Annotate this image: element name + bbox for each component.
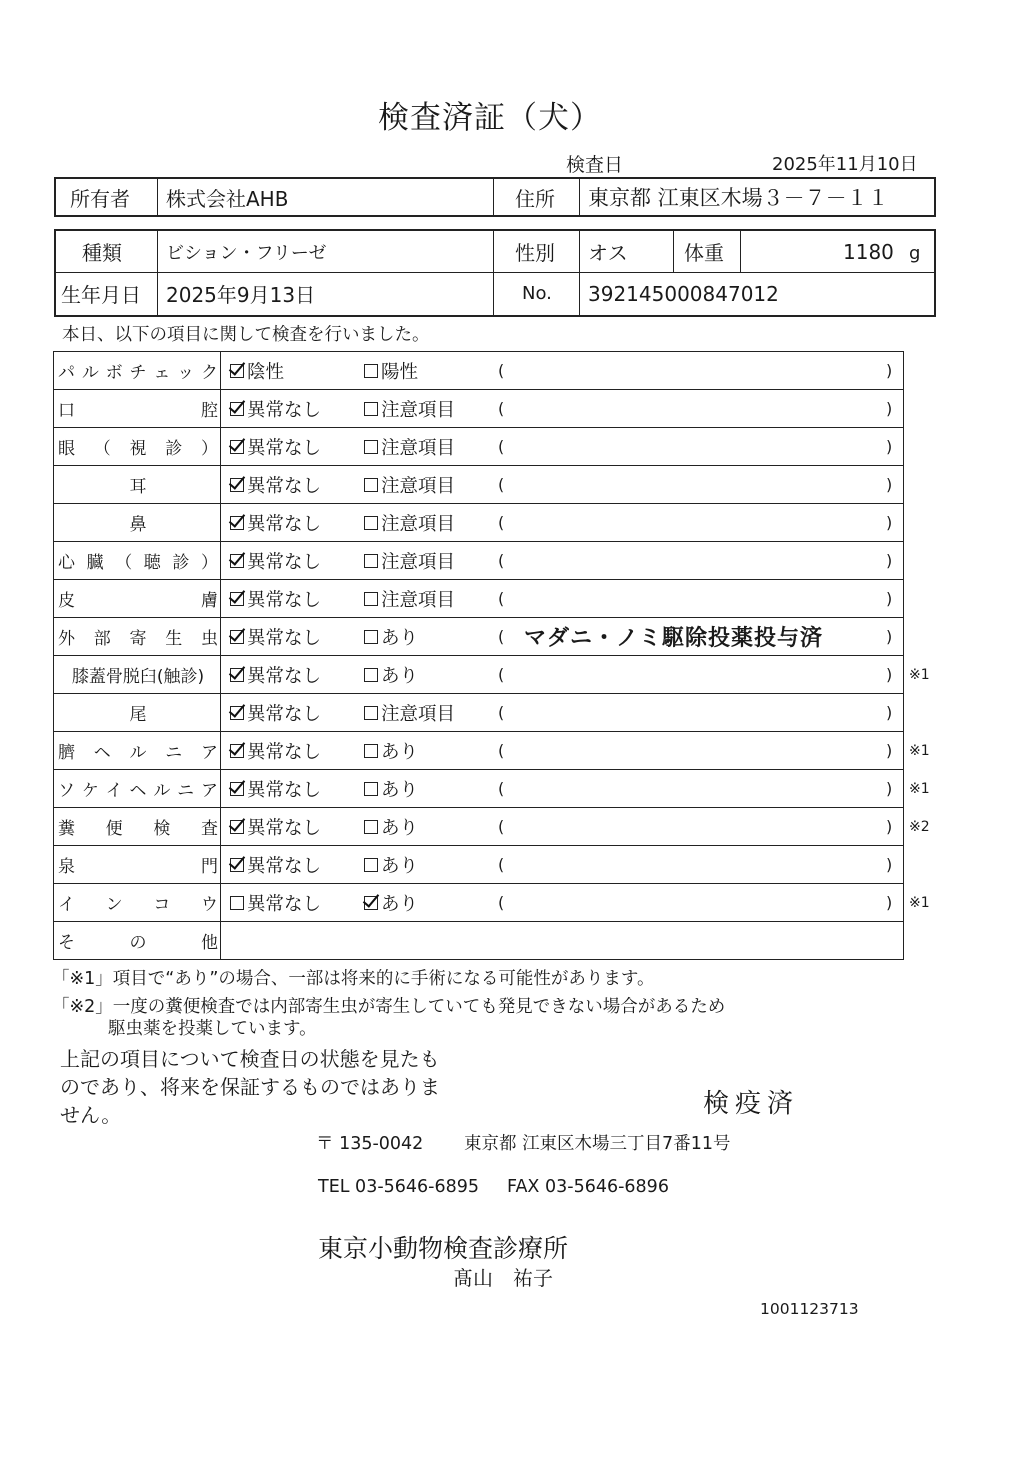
option-abnormal[interactable] bbox=[364, 466, 455, 503]
row-note: マダニ・ノミ駆除投薬投与済 bbox=[524, 626, 824, 651]
clinic-fax: FAX 03-5646-6896 bbox=[507, 1177, 669, 1197]
row-label-char: 耳 bbox=[129, 477, 147, 497]
owner-label: 所有者 bbox=[70, 186, 130, 211]
checklist-row bbox=[54, 352, 903, 390]
row-label-char: パ bbox=[58, 363, 75, 383]
option-label: 異常なし bbox=[247, 399, 322, 421]
checklist-row bbox=[54, 694, 903, 732]
no-value: 392145000847012 bbox=[588, 281, 779, 306]
option-label: 注意項目 bbox=[381, 551, 456, 573]
option-label: 陽性 bbox=[381, 361, 419, 383]
row-label-char: 尾 bbox=[129, 705, 147, 725]
row-label-char: 泉 bbox=[58, 857, 75, 877]
option-label: 注意項目 bbox=[381, 589, 456, 611]
option-label: あり bbox=[381, 893, 419, 915]
option-abnormal[interactable] bbox=[364, 580, 455, 617]
option-label: 異常なし bbox=[247, 703, 322, 725]
checklist-row bbox=[54, 580, 903, 618]
no-label: No. bbox=[522, 283, 552, 304]
sex-value: オス bbox=[588, 241, 628, 265]
option-normal[interactable] bbox=[230, 390, 321, 427]
option-abnormal[interactable] bbox=[364, 390, 455, 427]
weight-label: 体重 bbox=[684, 241, 724, 265]
weight-value: 1180 bbox=[843, 239, 894, 264]
row-label-char: の bbox=[129, 933, 147, 953]
row-label bbox=[54, 770, 221, 807]
option-label: あり bbox=[381, 665, 419, 687]
row-label-char: ル bbox=[129, 743, 147, 763]
row-label-char: 検 bbox=[153, 819, 171, 839]
clinic-name: 東京小動物検査診療所 bbox=[318, 1234, 569, 1263]
row-label-char: ク bbox=[200, 363, 218, 383]
checked-box-icon[interactable] bbox=[230, 554, 244, 568]
row-label bbox=[54, 466, 221, 503]
paren-close: ) bbox=[886, 551, 893, 570]
footnote-mark: ※1 bbox=[909, 780, 930, 797]
row-label-char: ル bbox=[153, 781, 171, 801]
paren-open: ( bbox=[498, 817, 505, 836]
option-label: 異常なし bbox=[247, 513, 322, 535]
row-label-char: ） bbox=[200, 553, 218, 573]
owner-value: 株式会社AHB bbox=[166, 186, 289, 211]
row-label-char: コ bbox=[153, 895, 171, 915]
quarantine-stamp: 検疫済 bbox=[703, 1089, 800, 1119]
inspection-checklist bbox=[53, 351, 930, 960]
pet-box bbox=[54, 229, 936, 317]
paren-open: ( bbox=[498, 361, 505, 380]
paren-close: ) bbox=[886, 855, 893, 874]
paren-open: ( bbox=[498, 589, 505, 608]
intro-text: 本日、以下の項目に関して検査を行いました。 bbox=[62, 325, 430, 345]
paren-close: ) bbox=[886, 361, 893, 380]
row-label-char: ン bbox=[105, 895, 123, 915]
address-label: 住所 bbox=[515, 186, 555, 211]
row-label-char: 臓 bbox=[86, 553, 104, 573]
checked-box-icon[interactable] bbox=[230, 820, 244, 834]
paren-open: ( bbox=[498, 437, 505, 456]
checkbox-icon[interactable] bbox=[364, 364, 378, 378]
checkbox-icon[interactable] bbox=[364, 402, 378, 416]
footnote-mark: ※1 bbox=[909, 742, 930, 759]
row-label bbox=[54, 580, 221, 617]
option-abnormal[interactable] bbox=[364, 732, 418, 769]
checklist-row bbox=[54, 922, 903, 959]
footnote-2: 「※2」一度の糞便検査では内部寄生虫が寄生していても発見できない場合があるため bbox=[52, 997, 726, 1017]
row-label-char: 生 bbox=[165, 629, 183, 649]
checklist-row bbox=[54, 542, 903, 580]
option-normal[interactable] bbox=[230, 504, 321, 541]
row-label-char: 査 bbox=[200, 819, 218, 839]
paren-close: ) bbox=[886, 399, 893, 418]
paren-open: ( bbox=[498, 399, 505, 418]
paren-open: ( bbox=[498, 703, 505, 722]
footnote-2-cont: 駆虫薬を投薬しています。 bbox=[108, 1019, 317, 1039]
exam-date: 2025年11月10日 bbox=[772, 154, 918, 175]
row-label-char: 聴 bbox=[143, 553, 161, 573]
checkbox-icon[interactable] bbox=[364, 858, 378, 872]
row-label-char: ェ bbox=[153, 363, 171, 383]
clinic-tel: TEL 03-5646-6895 bbox=[318, 1177, 480, 1197]
breed-label: 種類 bbox=[82, 241, 122, 265]
option-normal[interactable] bbox=[230, 656, 321, 693]
row-label bbox=[54, 390, 221, 427]
checked-box-icon[interactable] bbox=[230, 706, 244, 720]
row-label-char: 膝蓋骨脱臼(触診) bbox=[71, 667, 205, 687]
disclaimer: 上記の項目について検査日の状態を見たものであり、将来を保証するものではありません。 bbox=[60, 1047, 440, 1127]
paren-open: ( bbox=[498, 627, 505, 646]
row-label-char: イ bbox=[58, 895, 75, 915]
option-abnormal[interactable] bbox=[364, 694, 455, 731]
row-label-char: ッ bbox=[177, 363, 195, 383]
document-title: 検査済証（犬） bbox=[378, 100, 602, 136]
checked-box-icon[interactable] bbox=[230, 440, 244, 454]
row-label-char: 門 bbox=[201, 857, 218, 877]
checkbox-icon[interactable] bbox=[364, 478, 378, 492]
row-label-char: 寄 bbox=[129, 629, 147, 649]
row-label bbox=[54, 922, 221, 959]
row-label-char: 臍 bbox=[58, 743, 75, 763]
option-label: 異常なし bbox=[247, 665, 322, 687]
footnote-mark: ※1 bbox=[909, 894, 930, 911]
checkbox-icon[interactable] bbox=[364, 820, 378, 834]
row-label-char: ソ bbox=[58, 781, 75, 801]
checklist-row bbox=[54, 656, 930, 694]
paren-open: ( bbox=[498, 741, 505, 760]
row-label-char: 鼻 bbox=[129, 515, 147, 535]
paren-open: ( bbox=[498, 513, 505, 532]
checked-box-icon[interactable] bbox=[230, 858, 244, 872]
row-label bbox=[54, 428, 221, 465]
checkbox-icon[interactable] bbox=[364, 668, 378, 682]
row-label bbox=[54, 542, 221, 579]
checked-box-icon[interactable] bbox=[230, 630, 244, 644]
option-abnormal[interactable] bbox=[364, 504, 455, 541]
owner-box bbox=[54, 177, 936, 217]
option-label: 注意項目 bbox=[381, 399, 456, 421]
checkbox-icon[interactable] bbox=[364, 706, 378, 720]
checkbox-icon[interactable] bbox=[364, 516, 378, 530]
row-label-char: 膚 bbox=[201, 591, 218, 611]
checked-box-icon[interactable] bbox=[230, 592, 244, 606]
option-label: 陰性 bbox=[247, 361, 285, 383]
paren-close: ) bbox=[886, 779, 893, 798]
checked-box-icon[interactable] bbox=[230, 402, 244, 416]
option-abnormal[interactable] bbox=[364, 770, 418, 807]
row-label bbox=[54, 694, 221, 731]
footnote-1: 「※1」項目で“あり”の場合、一部は将来的に手術になる可能性があります。 bbox=[52, 969, 655, 989]
row-label-char: 眼 bbox=[58, 439, 75, 459]
option-label: あり bbox=[381, 741, 419, 763]
exam-date-label: 検査日 bbox=[566, 154, 624, 176]
checked-box-icon[interactable] bbox=[230, 516, 244, 530]
paren-close: ) bbox=[886, 437, 893, 456]
address-value: 東京都 江東区木場３－７－１１ bbox=[588, 186, 889, 210]
checklist-row bbox=[54, 808, 930, 846]
weight-unit: g bbox=[909, 243, 921, 264]
row-label bbox=[54, 808, 221, 845]
row-label bbox=[54, 352, 221, 389]
row-label-char: 診 bbox=[172, 553, 190, 573]
row-label-char: そ bbox=[58, 933, 75, 953]
row-label-char: 糞 bbox=[58, 819, 75, 839]
paren-close: ) bbox=[886, 817, 893, 836]
checked-box-icon[interactable] bbox=[230, 668, 244, 682]
row-label-char: ア bbox=[200, 781, 218, 801]
row-label-char: ボ bbox=[105, 363, 123, 383]
checklist-row bbox=[54, 428, 903, 466]
option-normal[interactable] bbox=[230, 694, 321, 731]
paren-open: ( bbox=[498, 665, 505, 684]
row-label-char: 部 bbox=[93, 629, 111, 649]
option-normal[interactable] bbox=[230, 618, 321, 655]
option-label: 異常なし bbox=[247, 551, 322, 573]
option-abnormal[interactable] bbox=[364, 656, 418, 693]
row-label-char: 虫 bbox=[201, 629, 218, 649]
breed-value: ビション・フリーゼ bbox=[166, 242, 327, 264]
checklist-row bbox=[54, 504, 903, 542]
footnote-mark: ※2 bbox=[909, 818, 930, 835]
option-label: 異常なし bbox=[247, 855, 322, 877]
option-label: 異常なし bbox=[247, 741, 322, 763]
row-label-char: 皮 bbox=[58, 591, 75, 611]
dob-value: 2025年9月13日 bbox=[166, 283, 316, 307]
checkbox-icon[interactable] bbox=[230, 896, 244, 910]
option-label: 異常なし bbox=[247, 475, 322, 497]
option-normal[interactable] bbox=[230, 732, 321, 769]
serial-number: 1001123713 bbox=[760, 1300, 859, 1318]
row-label-char: イ bbox=[105, 781, 123, 801]
option-normal[interactable] bbox=[230, 884, 321, 921]
option-normal[interactable] bbox=[230, 846, 321, 883]
row-label-char: 外 bbox=[58, 629, 75, 649]
option-label: あり bbox=[381, 779, 419, 801]
option-normal[interactable] bbox=[230, 808, 321, 845]
checked-box-icon[interactable] bbox=[230, 478, 244, 492]
dob-label: 生年月日 bbox=[61, 283, 141, 307]
row-label-char: チ bbox=[129, 363, 147, 383]
option-label: 注意項目 bbox=[381, 475, 456, 497]
row-label-char: 便 bbox=[105, 819, 123, 839]
row-label-char: ケ bbox=[81, 781, 99, 801]
row-label-char: 他 bbox=[201, 933, 218, 953]
option-normal[interactable] bbox=[230, 428, 321, 465]
paren-close: ) bbox=[886, 893, 893, 912]
option-label: 異常なし bbox=[247, 779, 322, 801]
row-label-char: ヘ bbox=[93, 743, 111, 763]
paren-open: ( bbox=[498, 893, 505, 912]
option-label: あり bbox=[381, 627, 419, 649]
clinic-person: 髙山 祐子 bbox=[453, 1266, 553, 1290]
checked-box-icon[interactable] bbox=[230, 744, 244, 758]
row-label-char: ア bbox=[201, 743, 218, 763]
option-label: 異常なし bbox=[247, 817, 322, 839]
checkbox-icon[interactable] bbox=[364, 554, 378, 568]
option-label: 異常なし bbox=[247, 627, 322, 649]
option-label: 注意項目 bbox=[381, 437, 456, 459]
row-label-char: ニ bbox=[165, 743, 183, 763]
paren-open: ( bbox=[498, 475, 505, 494]
checked-box-icon[interactable] bbox=[230, 782, 244, 796]
checklist-row bbox=[54, 390, 903, 428]
option-normal[interactable] bbox=[230, 542, 321, 579]
paren-close: ) bbox=[886, 475, 893, 494]
option-abnormal[interactable] bbox=[364, 542, 455, 579]
row-label-char: ウ bbox=[200, 895, 218, 915]
paren-open: ( bbox=[498, 779, 505, 798]
option-abnormal[interactable] bbox=[364, 884, 418, 921]
row-label bbox=[54, 846, 221, 883]
row-label-char: 口 bbox=[58, 401, 75, 421]
row-label-char: （ bbox=[93, 439, 111, 459]
paren-open: ( bbox=[498, 551, 505, 570]
paren-open: ( bbox=[498, 855, 505, 874]
row-label-char: ニ bbox=[177, 781, 195, 801]
checkbox-icon[interactable] bbox=[364, 782, 378, 796]
row-label bbox=[54, 504, 221, 541]
checklist-row bbox=[54, 770, 930, 808]
checkbox-icon[interactable] bbox=[364, 630, 378, 644]
paren-close: ) bbox=[886, 703, 893, 722]
row-label bbox=[54, 732, 221, 769]
option-normal[interactable] bbox=[230, 466, 321, 503]
checklist-row bbox=[54, 618, 903, 656]
checked-box-icon[interactable] bbox=[364, 896, 378, 910]
row-label-char: 心 bbox=[58, 553, 75, 573]
option-normal[interactable] bbox=[230, 352, 284, 389]
option-label: 注意項目 bbox=[381, 513, 456, 535]
checklist-row bbox=[54, 846, 903, 884]
clinic-address: 東京都 江東区木場三丁目7番11号 bbox=[464, 1134, 731, 1154]
checklist-row bbox=[54, 466, 903, 504]
option-abnormal[interactable] bbox=[364, 846, 418, 883]
row-label-char: （ bbox=[115, 553, 133, 573]
option-label: 注意項目 bbox=[381, 703, 456, 725]
option-label: あり bbox=[381, 817, 419, 839]
row-label bbox=[54, 884, 221, 921]
paren-close: ) bbox=[886, 741, 893, 760]
option-normal[interactable] bbox=[230, 770, 321, 807]
row-label-char: ヘ bbox=[129, 781, 147, 801]
option-label: 異常なし bbox=[247, 437, 322, 459]
row-label-char: 腔 bbox=[201, 401, 218, 421]
option-abnormal[interactable] bbox=[364, 352, 418, 389]
footnote-mark: ※1 bbox=[909, 666, 930, 683]
checkbox-icon[interactable] bbox=[364, 440, 378, 454]
option-label: あり bbox=[381, 855, 419, 877]
checked-box-icon[interactable] bbox=[230, 364, 244, 378]
option-label: 異常なし bbox=[247, 589, 322, 611]
row-label-char: 視 bbox=[129, 439, 147, 459]
sex-label: 性別 bbox=[515, 241, 555, 265]
option-abnormal[interactable] bbox=[364, 618, 418, 655]
row-label-char: 診 bbox=[165, 439, 183, 459]
paren-close: ) bbox=[886, 589, 893, 608]
option-abnormal[interactable] bbox=[364, 428, 455, 465]
checklist-row bbox=[54, 884, 930, 922]
clinic-postal: 〒 135-0042 bbox=[316, 1134, 424, 1154]
option-abnormal[interactable] bbox=[364, 808, 418, 845]
row-label-char: ） bbox=[201, 439, 218, 459]
option-label: 異常なし bbox=[247, 893, 322, 915]
paren-close: ) bbox=[886, 665, 893, 684]
row-label bbox=[54, 656, 221, 693]
option-normal[interactable] bbox=[230, 580, 321, 617]
row-label bbox=[54, 618, 221, 655]
checkbox-icon[interactable] bbox=[364, 744, 378, 758]
paren-close: ) bbox=[886, 627, 893, 646]
paren-close: ) bbox=[886, 513, 893, 532]
row-label-char: ル bbox=[81, 363, 99, 383]
checklist-row bbox=[54, 732, 930, 770]
checkbox-icon[interactable] bbox=[364, 592, 378, 606]
